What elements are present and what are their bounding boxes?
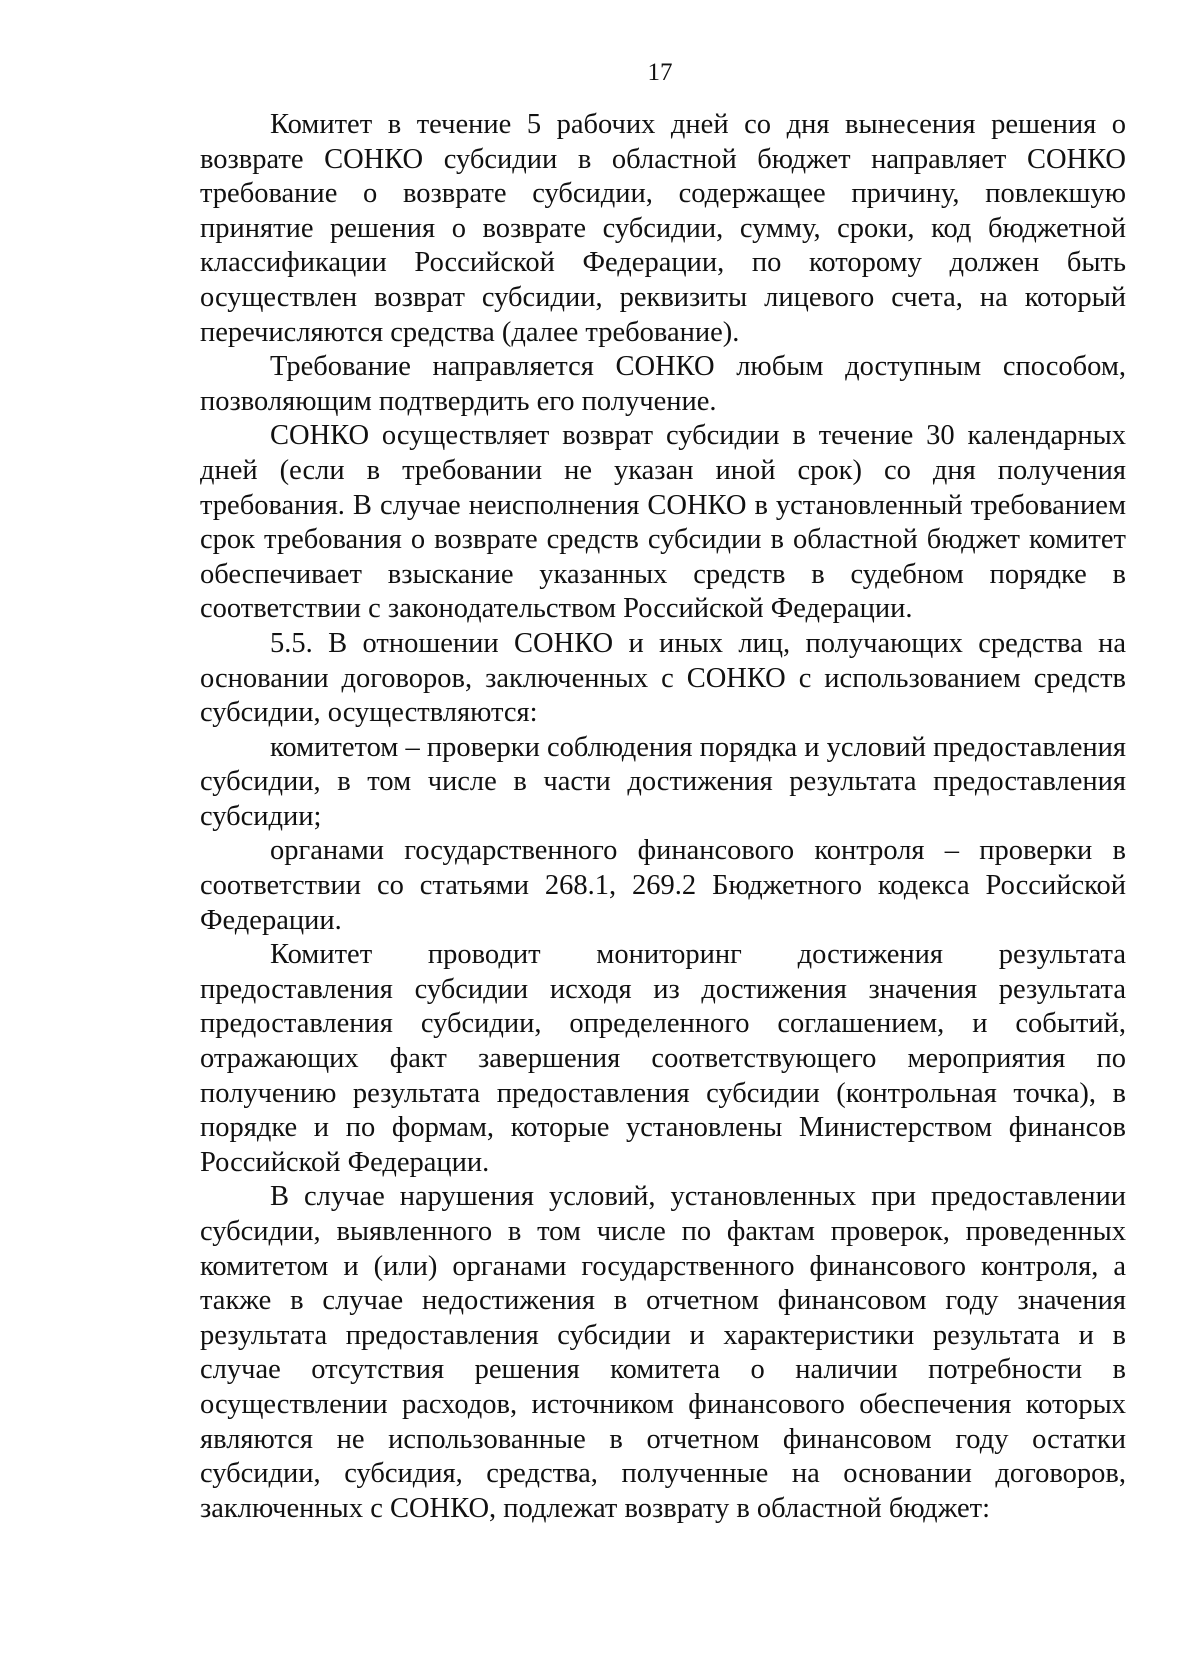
paragraph-refund-demand: Комитет в течение 5 рабочих дней со дня вынесения решения о возврате СОНКО субсидии в областной бюджет направляет СОНКО требование о возврате субсидии, содержащее причину, повлекшую принятие решения о возврате субсидии, сумму, сроки, код бюджетной классификации Российской Федерации, по которому должен быть осуществлен возврат субсидии, реквизиты лицевого счета, на который перечисляются средства (далее требование). (200, 109, 1126, 348)
paragraph-committee-inspections: комитетом – проверки соблюдения порядка и условий предоставления субсидии, в том числе в части достижения результата предоставления субсидии; (200, 731, 1126, 832)
paragraph-refund-term: СОНКО осуществляет возврат субсидии в течение 30 календарных дней (если в требовании не указан иной срок) со дня получения требования. В случае неисполнения СОНКО в установленный требованием срок требования о возврате средств субсидии в областной бюджет комитет обеспечивает взыскание указанных средств в судебном порядке в соответствии с законодательством Российской Федерации. (200, 420, 1126, 625)
page-number: 17 (647, 59, 673, 86)
paragraph-monitoring: Комитет проводит мониторинг достижения результата предоставления субсидии исходя из достижения значения результата предоставления субсидии, определенного соглашением, и событий, отражающих факт завершения соответствующего мероприятия по получению результата предоставления субсидии (контрольная точка), в порядке и по формам, которые установлены Министерством финансов Российской Федерации. (200, 939, 1126, 1178)
body-text (200, 108, 1126, 1526)
paragraph-5-5-inspections: 5.5. В отношении СОНКО и иных лиц, получающих средства на основании договоров, заключенных с СОНКО с использованием средств субсидии, осуществляются: (200, 627, 1126, 729)
paragraph-demand-delivery: Требование направляется СОНКО любым доступным способом, позволяющим подтвердить его получение. (200, 351, 1126, 417)
paragraph-state-control-inspections: органами государственного финансового контроля – проверки в соответствии со статьями 268.1, 269.2 Бюджетного кодекса Российской Федерации. (200, 835, 1126, 936)
paragraph-violation-refund: В случае нарушения условий, установленных при предоставлении субсидии, выявленного в том числе по фактам проверок, проведенных комитетом и (или) органами государственного финансового контроля, а также в случае недостижения в отчетном финансовом году значения результата предоставления субсидии и характеристики результата и в случае отсутствия решения комитета о наличии потребности в осуществлении расходов, источником финансового обеспечения которых являются не использованные в отчетном финансовом году остатки субсидии, субсидия, средства, полученные на основании договоров, заключенных с СОНКО, подлежат возврату в областной бюджет: (200, 1181, 1126, 1524)
